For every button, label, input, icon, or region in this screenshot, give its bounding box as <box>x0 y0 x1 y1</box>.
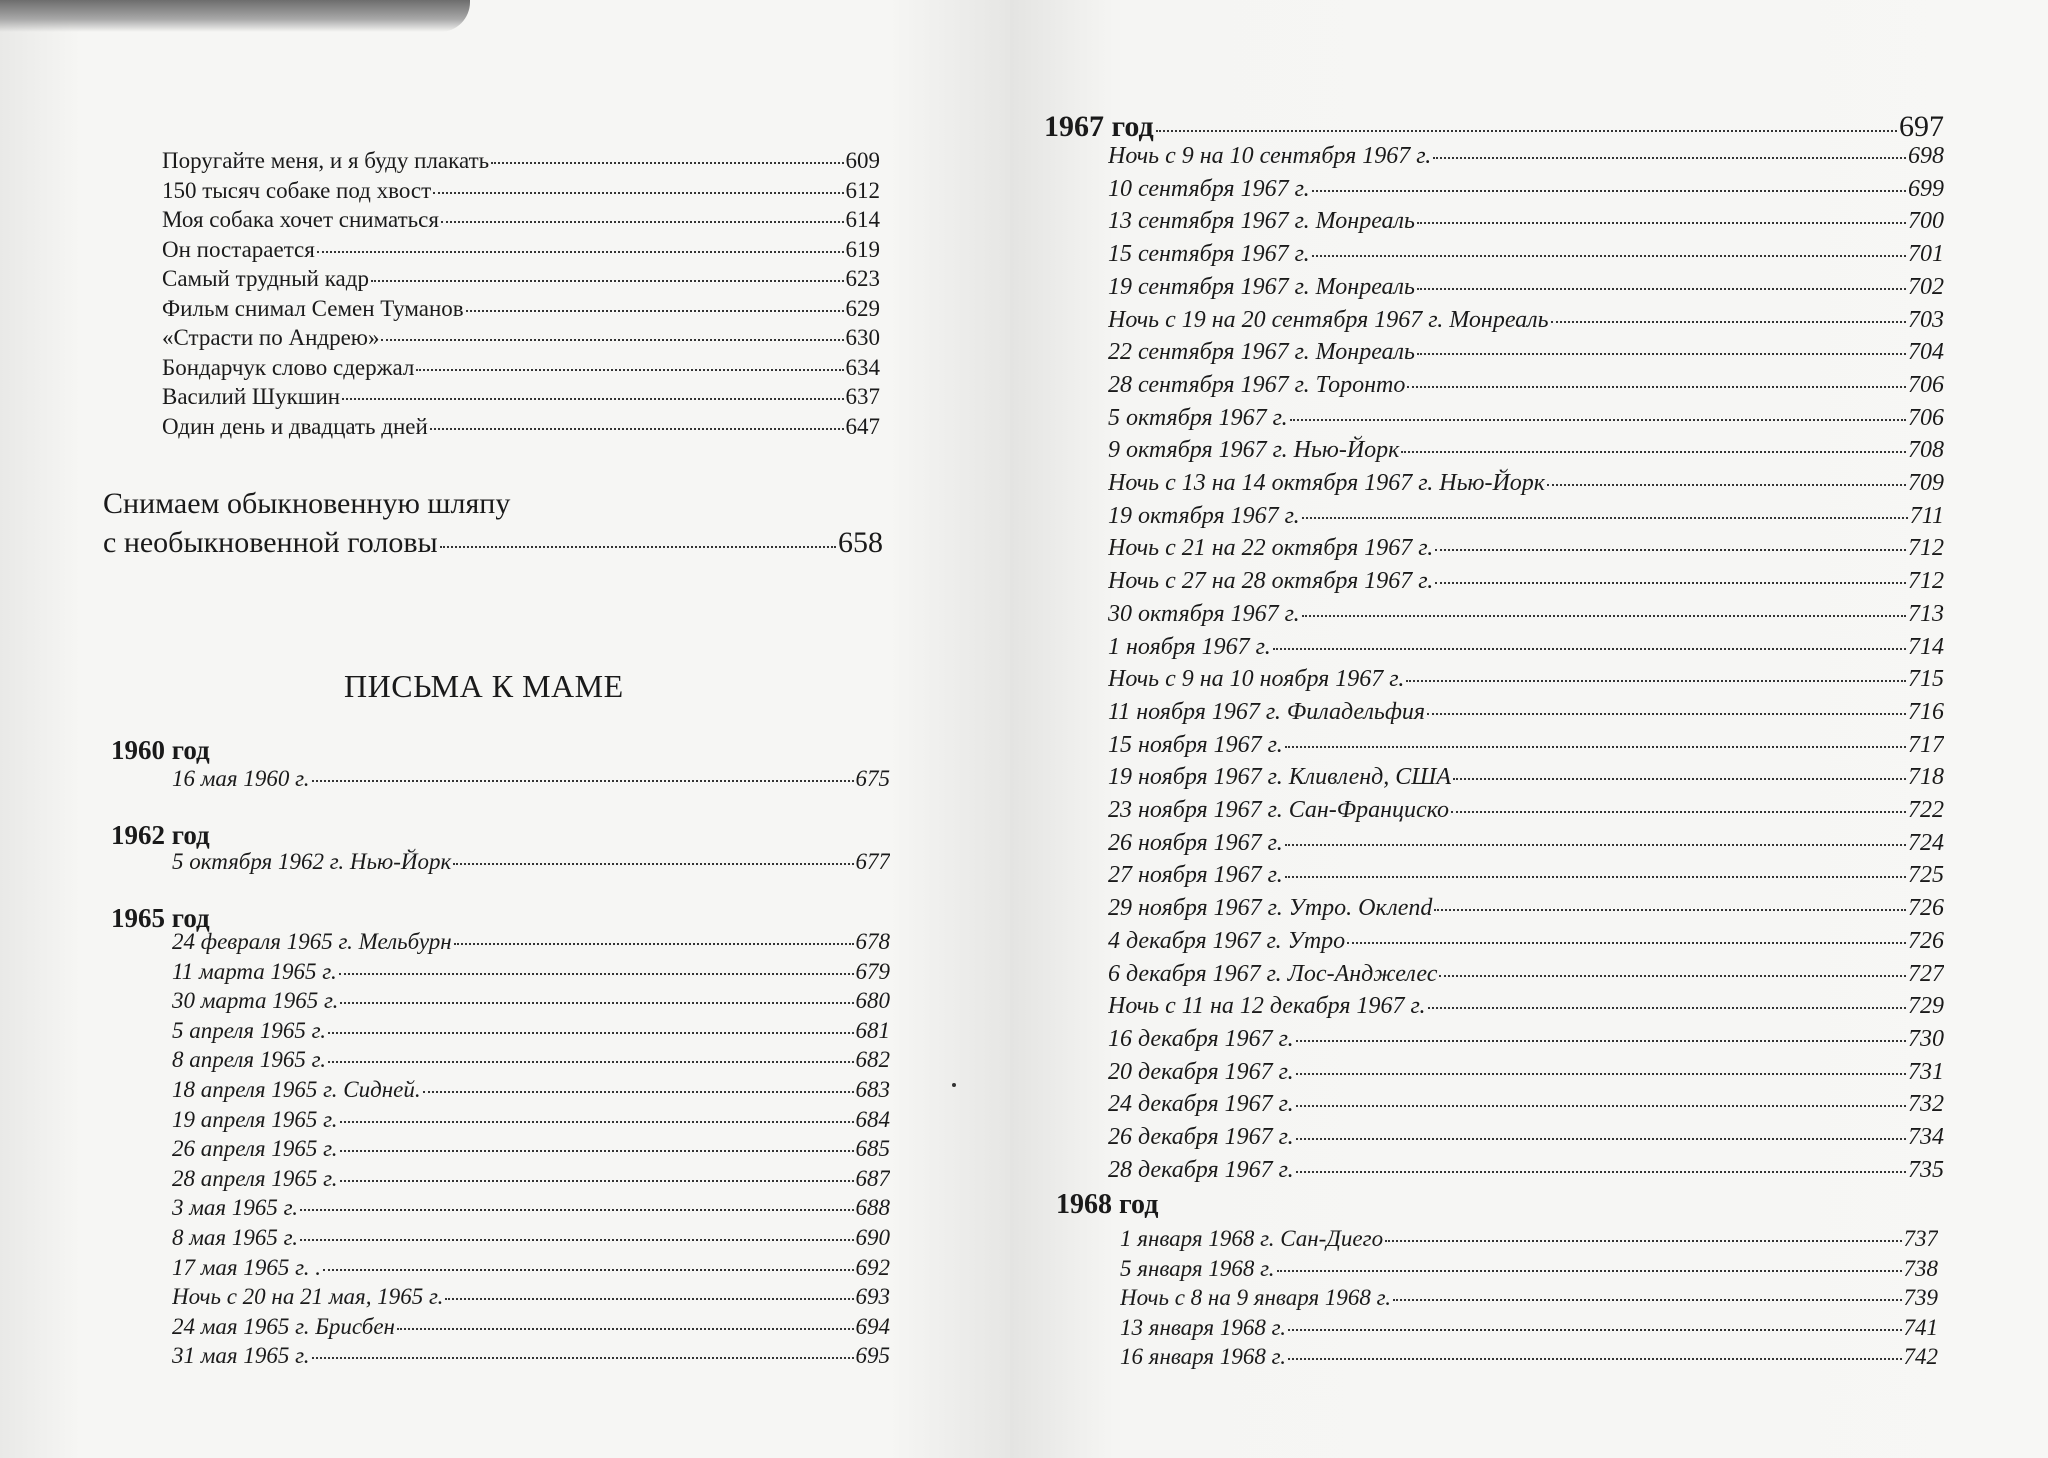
toc-entry <box>1108 173 1944 206</box>
entry-title: Ночь с 9 на 10 сентября 1967 г. <box>1108 143 1432 169</box>
entry-page-number: 679 <box>855 958 890 984</box>
entry-page-number: 692 <box>855 1254 890 1280</box>
entry-page-number: 701 <box>1908 241 1944 268</box>
entry-title: 5 января 1968 г. <box>1120 1255 1275 1281</box>
leader-dots <box>339 973 854 975</box>
entry-title: 5 апреля 1965 г. <box>172 1017 327 1043</box>
entry-title: Моя собака хочет сниматься <box>162 207 439 232</box>
toc-entry <box>1108 500 1944 533</box>
toc-entry <box>1108 761 1944 794</box>
entry-title: 28 декабря 1967 г. <box>1108 1156 1294 1183</box>
entry-page-number: 724 <box>1908 829 1944 856</box>
leader-dots <box>491 162 843 164</box>
toc-entry <box>162 294 880 324</box>
year-1967-list <box>1108 140 1944 1187</box>
leader-dots <box>1453 778 1906 780</box>
leader-dots <box>1285 844 1906 846</box>
toc-entry <box>172 1282 890 1312</box>
entry-title: 26 декабря 1967 г. <box>1108 1124 1294 1151</box>
leader-dots <box>1406 680 1906 682</box>
entry-title: Ночь с 11 на 12 декабря 1967 г. <box>1108 993 1426 1020</box>
entry-page-number: 695 <box>855 1343 890 1369</box>
entry-title: 23 ноября 1967 г. Сан-Франциско <box>1108 797 1449 824</box>
leader-dots <box>1288 1329 1902 1331</box>
toc-entry <box>162 323 880 353</box>
toc-entry <box>172 1193 890 1223</box>
entry-page-number: 700 <box>1908 208 1944 235</box>
entry-title: Он постарается <box>162 236 315 262</box>
toc-entry <box>1108 336 1944 369</box>
entry-title: Ночь с 8 на 9 января 1968 г. <box>1120 1285 1392 1311</box>
entry-page-number: 713 <box>1908 600 1944 627</box>
entry-page-number: 706 <box>1908 371 1944 398</box>
entry-title: 19 октября 1967 г. <box>1108 502 1300 529</box>
toc-entry <box>172 764 890 794</box>
year-1960-list <box>172 764 890 794</box>
entry-title: 26 апреля 1965 г. <box>172 1136 338 1162</box>
toc-entry <box>172 1253 890 1283</box>
entry-page-number: 739 <box>1903 1285 1938 1311</box>
entry-title: 9 октября 1967 г. Нью-Йорк <box>1108 437 1400 464</box>
chapter-title-line1: Снимаем обыкновенную шляпу <box>103 487 511 520</box>
entry-page-number: 712 <box>1908 568 1944 595</box>
entry-title: 11 ноября 1967 г. Филадельфия <box>1108 698 1426 725</box>
chapter-page: 658 <box>838 526 883 559</box>
page-corner-shadow <box>0 0 470 32</box>
year-1965-list <box>172 927 890 1371</box>
entry-title: Ночь с 9 на 10 ноября 1967 г. <box>1108 666 1405 693</box>
leader-dots <box>371 280 844 282</box>
leader-dots <box>1285 746 1906 748</box>
entry-page-number: 732 <box>1908 1091 1944 1118</box>
leader-dots <box>1393 1299 1901 1301</box>
leader-dots <box>453 863 853 865</box>
entry-title: 1 ноября 1967 г. <box>1108 633 1271 660</box>
toc-entry <box>1108 1121 1944 1154</box>
entry-title: 15 ноября 1967 г. <box>1108 731 1283 758</box>
toc-entry <box>1108 1088 1944 1121</box>
entry-page-number: 619 <box>845 236 880 262</box>
toc-entry <box>1108 238 1944 271</box>
leader-dots <box>328 1032 853 1034</box>
entry-page-number: 647 <box>845 413 880 439</box>
entry-title: 28 сентября 1967 г. Торонто <box>1108 371 1406 398</box>
leader-dots <box>1435 549 1906 551</box>
toc-entry <box>1108 271 1944 304</box>
year-1962-list <box>172 847 890 877</box>
entry-page-number: 711 <box>1909 502 1944 529</box>
entry-page-number: 614 <box>845 207 880 232</box>
chapter-title-line2-row <box>103 523 883 562</box>
toc-entry <box>172 1016 890 1046</box>
toc-entry <box>172 1312 890 1342</box>
leader-dots <box>1296 1040 1906 1042</box>
leader-dots <box>1312 255 1906 257</box>
toc-entry <box>162 412 880 442</box>
entry-title: Фильм снимал Семен Туманов <box>162 295 464 321</box>
leader-dots <box>1296 1073 1906 1075</box>
leader-dots <box>1417 353 1906 355</box>
leader-dots <box>1551 321 1906 323</box>
toc-entry <box>1108 990 1944 1023</box>
toc-entry <box>1108 859 1944 892</box>
entry-title: Ночь с 19 на 20 сентября 1967 г. Монреаль <box>1108 306 1549 333</box>
entry-page-number: 634 <box>845 354 880 380</box>
print-speck <box>952 1083 956 1087</box>
entry-title: Ночь с 20 на 21 мая, 1965 г. <box>172 1284 444 1310</box>
entry-title: 28 апреля 1965 г. <box>172 1165 338 1191</box>
entry-title: 13 сентября 1967 г. Монреаль <box>1108 208 1415 235</box>
entry-title: 150 тысяч собаке под хвост <box>162 177 432 203</box>
toc-entry <box>162 176 880 206</box>
entry-page-number: 730 <box>1908 1025 1944 1052</box>
chapter-title-line2: с необыкновенной головы <box>103 526 438 559</box>
entry-page-number: 637 <box>845 384 880 409</box>
entry-page-number: 717 <box>1908 731 1944 758</box>
leader-dots <box>1312 190 1906 192</box>
leader-dots <box>1385 1240 1901 1242</box>
entry-page-number: 681 <box>855 1017 890 1043</box>
entry-page-number: 718 <box>1908 764 1944 791</box>
entry-page-number: 725 <box>1908 862 1944 889</box>
toc-entry <box>172 1105 890 1135</box>
entry-title: 26 ноября 1967 г. <box>1108 829 1283 856</box>
entry-page-number: 738 <box>1903 1255 1938 1281</box>
toc-entry <box>1108 532 1944 565</box>
toc-entry <box>172 986 890 1016</box>
toc-entry <box>1108 696 1944 729</box>
entry-page-number: 680 <box>855 988 890 1014</box>
leader-dots <box>441 221 844 223</box>
entry-page-number: 690 <box>855 1224 890 1250</box>
entry-page-number: 726 <box>1908 927 1944 954</box>
leader-dots <box>466 310 844 312</box>
entry-page-number: 683 <box>855 1076 890 1102</box>
entry-title: 17 мая 1965 г. . <box>172 1254 322 1280</box>
leader-dots <box>430 428 844 430</box>
entry-title: 18 апреля 1965 г. Сидней. <box>172 1076 421 1102</box>
entry-page-number: 685 <box>855 1136 890 1162</box>
entry-page-number: 714 <box>1908 633 1944 660</box>
leader-dots <box>328 1061 853 1063</box>
toc-entry <box>162 146 880 176</box>
toc-entry <box>1108 958 1944 991</box>
entry-page-number: 698 <box>1908 143 1944 169</box>
entry-title: 22 сентября 1967 г. Монреаль <box>1108 339 1415 366</box>
toc-entry <box>1120 1342 1938 1372</box>
leader-dots <box>440 546 836 548</box>
entry-title: 20 декабря 1967 г. <box>1108 1058 1294 1085</box>
entry-page-number: 715 <box>1908 666 1944 693</box>
entry-title: 19 сентября 1967 г. Монреаль <box>1108 273 1415 300</box>
leader-dots <box>1439 975 1906 977</box>
leader-dots <box>323 1269 853 1271</box>
entry-page-number: 688 <box>855 1195 890 1221</box>
entry-page-number: 699 <box>1908 175 1944 202</box>
entry-title: 16 января 1968 г. <box>1120 1344 1286 1370</box>
toc-entry <box>1108 827 1944 860</box>
toc-entry <box>162 382 880 412</box>
entry-title: 19 апреля 1965 г. <box>172 1106 338 1132</box>
leader-dots <box>397 1328 854 1330</box>
leader-dots <box>1427 713 1906 715</box>
toc-entry <box>172 1341 890 1371</box>
entry-page-number: 742 <box>1903 1344 1938 1370</box>
entry-title: 15 сентября 1967 г. <box>1108 241 1310 268</box>
toc-entry <box>172 1075 890 1105</box>
film-entries-list <box>162 146 880 441</box>
entry-title: Самый трудный кадр <box>162 266 369 291</box>
entry-page-number: 682 <box>855 1047 890 1073</box>
entry-title: 19 ноября 1967 г. Кливленд, США <box>1108 764 1451 791</box>
entry-page-number: 734 <box>1908 1124 1944 1151</box>
entry-title: 13 января 1968 г. <box>1120 1314 1286 1340</box>
toc-entry <box>1108 565 1944 598</box>
toc-entry <box>172 1164 890 1194</box>
leader-dots <box>1451 811 1906 813</box>
entry-page-number: 703 <box>1908 306 1944 333</box>
entry-title: 24 февраля 1965 г. Мельбурн <box>172 929 452 954</box>
entry-title: 6 декабря 1967 г. Лос-Анджелес <box>1108 960 1438 987</box>
leader-dots <box>1417 222 1906 224</box>
entry-title: 24 мая 1965 г. Брисбен <box>172 1313 395 1339</box>
leader-dots <box>1290 419 1906 421</box>
entry-page-number: 629 <box>845 295 880 321</box>
entry-page-number: 675 <box>855 766 890 791</box>
entry-page-number: 612 <box>845 177 880 203</box>
leader-dots <box>433 192 843 194</box>
toc-entry <box>1108 663 1944 696</box>
entry-title: 27 ноября 1967 г. <box>1108 862 1283 889</box>
entry-page-number: 709 <box>1908 470 1944 497</box>
toc-entry <box>162 353 880 383</box>
leader-dots <box>340 1180 854 1182</box>
toc-entry <box>172 927 890 957</box>
toc-entry <box>162 235 880 265</box>
entry-title: Ночь с 27 на 28 октября 1967 г. <box>1108 568 1434 595</box>
entry-page-number: 609 <box>845 148 880 173</box>
toc-entry <box>1108 434 1944 467</box>
year-heading-1960: 1960 год <box>111 735 210 765</box>
entry-page-number: 623 <box>845 266 880 291</box>
leader-dots <box>1285 876 1906 878</box>
entry-page-number: 727 <box>1908 960 1944 987</box>
entry-title: Ночь с 21 на 22 октября 1967 г. <box>1108 535 1434 562</box>
toc-entry <box>1120 1254 1938 1284</box>
toc-entry <box>1108 598 1944 631</box>
year-1967-page: 697 <box>1899 110 1944 143</box>
entry-page-number: 677 <box>855 849 890 874</box>
entry-page-number: 726 <box>1908 895 1944 922</box>
leader-dots <box>1156 130 1897 132</box>
leader-dots <box>340 1150 854 1152</box>
toc-entry <box>1120 1313 1938 1343</box>
leader-dots <box>1547 484 1906 486</box>
year-heading-1967: 1967 год <box>1044 110 1154 143</box>
leader-dots <box>1277 1270 1902 1272</box>
entry-page-number: 708 <box>1908 437 1944 464</box>
toc-entry <box>172 1134 890 1164</box>
toc-entry <box>1108 304 1944 337</box>
leader-dots <box>1407 386 1906 388</box>
entry-page-number: 702 <box>1908 273 1944 300</box>
entry-title: 1 января 1968 г. Сан-Диего <box>1120 1226 1384 1251</box>
entry-title: Ночь с 13 на 14 октября 1967 г. Нью-Йорк <box>1108 470 1546 497</box>
entry-page-number: 737 <box>1903 1226 1938 1251</box>
leader-dots <box>340 1002 853 1004</box>
entry-page-number: 704 <box>1908 339 1944 366</box>
entry-page-number: 684 <box>855 1106 890 1132</box>
entry-title: 29 ноября 1967 г. Утро. Оклend <box>1108 895 1433 922</box>
year-heading-1962: 1962 год <box>111 820 210 850</box>
entry-page-number: 630 <box>845 325 880 350</box>
entry-title: 30 октября 1967 г. <box>1108 600 1300 627</box>
toc-entry <box>1108 1023 1944 1056</box>
leader-dots <box>317 251 844 253</box>
year-1968-list <box>1120 1224 1938 1372</box>
toc-entry <box>1108 140 1944 173</box>
entry-title: 24 декабря 1967 г. <box>1108 1091 1294 1118</box>
leader-dots <box>1302 615 1906 617</box>
leader-dots <box>381 339 843 341</box>
leader-dots <box>1347 942 1906 944</box>
toc-entry <box>1108 1056 1944 1089</box>
toc-entry <box>172 1223 890 1253</box>
entry-title: 30 марта 1965 г. <box>172 988 339 1014</box>
entry-page-number: 693 <box>855 1284 890 1310</box>
left-page <box>0 0 1010 1458</box>
toc-entry <box>1108 205 1944 238</box>
entry-title: Бондарчук слово сдержал <box>162 354 415 380</box>
leader-dots <box>1296 1171 1906 1173</box>
toc-entry <box>1108 925 1944 958</box>
entry-page-number: 716 <box>1908 698 1944 725</box>
leader-dots <box>1433 157 1906 159</box>
leader-dots <box>416 369 843 371</box>
toc-entry <box>1120 1283 1938 1313</box>
toc-entry <box>172 957 890 987</box>
entry-page-number: 706 <box>1908 404 1944 431</box>
entry-page-number: 741 <box>1903 1314 1938 1340</box>
leader-dots <box>1428 1007 1906 1009</box>
toc-entry <box>1120 1224 1938 1254</box>
toc-entry <box>1108 892 1944 925</box>
entry-title: 16 мая 1960 г. <box>172 766 310 791</box>
toc-entry <box>1108 369 1944 402</box>
leader-dots <box>1401 451 1906 453</box>
year-heading-1965: 1965 год <box>111 903 210 933</box>
toc-entry <box>172 847 890 877</box>
leader-dots <box>340 1121 854 1123</box>
toc-entry <box>172 1045 890 1075</box>
entry-page-number: 694 <box>855 1313 890 1339</box>
entry-page-number: 729 <box>1908 993 1944 1020</box>
entry-page-number: 712 <box>1908 535 1944 562</box>
entry-page-number: 735 <box>1908 1156 1944 1183</box>
toc-entry <box>1108 794 1944 827</box>
entry-title: Василий Шукшин <box>162 384 341 409</box>
entry-title: 8 мая 1965 г. <box>172 1224 299 1250</box>
toc-entry <box>162 264 880 294</box>
leader-dots <box>342 398 843 400</box>
toc-entry <box>1108 631 1944 664</box>
entry-page-number: 731 <box>1908 1058 1944 1085</box>
leader-dots <box>1434 909 1906 911</box>
entry-title: 3 мая 1965 г. <box>172 1195 299 1221</box>
entry-title: 5 октября 1962 г. Нью-Йорк <box>172 849 452 874</box>
toc-entry <box>1108 729 1944 762</box>
leader-dots <box>1296 1105 1906 1107</box>
entry-page-number: 678 <box>855 929 890 954</box>
leader-dots <box>1417 288 1906 290</box>
leader-dots <box>312 780 854 782</box>
entry-title: 31 мая 1965 г. <box>172 1343 310 1369</box>
leader-dots <box>1288 1358 1902 1360</box>
entry-page-number: 722 <box>1908 797 1944 824</box>
toc-entry <box>1108 1154 1944 1187</box>
leader-dots <box>445 1298 853 1300</box>
entry-title: 16 декабря 1967 г. <box>1108 1025 1294 1052</box>
leader-dots <box>300 1209 853 1211</box>
entry-title: «Страсти по Андрею» <box>162 325 380 350</box>
entry-title: 8 апреля 1965 г. <box>172 1047 327 1073</box>
toc-entry <box>1108 467 1944 500</box>
year-heading-1968: 1968 год <box>1056 1189 1159 1220</box>
leader-dots <box>312 1357 854 1359</box>
entry-page-number: 687 <box>855 1165 890 1191</box>
leader-dots <box>1273 648 1906 650</box>
leader-dots <box>454 943 854 945</box>
entry-title: 10 сентября 1967 г. <box>1108 175 1310 202</box>
toc-entry <box>162 205 880 235</box>
chapter-entry <box>103 484 883 562</box>
entry-title: 5 октября 1967 г. <box>1108 404 1288 431</box>
entry-title: Поругайте меня, и я буду плакать <box>162 148 490 173</box>
leader-dots <box>1435 582 1906 584</box>
leader-dots <box>1296 1138 1906 1140</box>
right-page <box>1010 0 2048 1458</box>
toc-entry <box>1108 402 1944 435</box>
year-heading-1967-row <box>1044 110 1944 144</box>
entry-title: 4 декабря 1967 г. Утро <box>1108 927 1346 954</box>
entry-title: 11 марта 1965 г. <box>172 958 337 984</box>
section-title: ПИСЬМА К МАМЕ <box>344 668 624 704</box>
leader-dots <box>423 1091 854 1093</box>
entry-title: Один день и двадцать дней <box>162 413 428 439</box>
leader-dots <box>1302 517 1908 519</box>
leader-dots <box>300 1239 853 1241</box>
